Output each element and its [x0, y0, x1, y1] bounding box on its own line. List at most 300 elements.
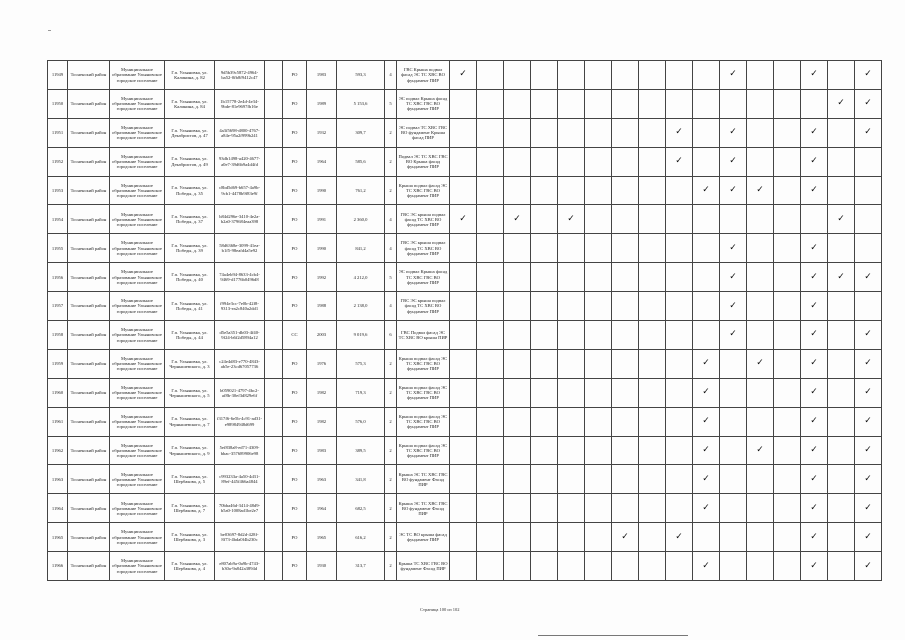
checkmark-cell — [828, 263, 855, 292]
year-cell: 1989 — [307, 89, 337, 118]
checkmark-icon: ✓ — [567, 213, 575, 224]
guid-cell: 9d5b39c5872-4964-ba52-0fb8f9412c47 — [215, 61, 265, 90]
guid-cell: 58d6368e-3099-41ea-b1f5-98eafd4a5e92 — [215, 234, 265, 263]
guid-cell: e807ab9a-0a9b-4743-b30a-9a842a3894d — [215, 552, 265, 581]
empty-cell — [450, 292, 477, 321]
empty-cell — [612, 147, 639, 176]
empty-cell — [774, 234, 801, 263]
empty-cell — [774, 378, 801, 407]
empty-cell — [265, 407, 283, 436]
guid-cell: c993233a-4a50-4d31-89ef-445f466a4844 — [215, 465, 265, 494]
empty-cell — [774, 147, 801, 176]
checkmark-cell — [855, 378, 882, 407]
ownership-form-cell: РО — [283, 147, 307, 176]
checkmark-icon: ✓ — [729, 127, 737, 138]
empty-cell — [585, 263, 612, 292]
empty-cell — [450, 349, 477, 378]
address-cell: Г.п. Ульяновка, ул. Чернышевского, д. 5 — [165, 378, 215, 407]
empty-cell — [612, 89, 639, 118]
empty-cell — [747, 61, 774, 90]
floors-cell: 2 — [385, 407, 397, 436]
row-number: 11955 — [48, 234, 68, 263]
empty-cell — [693, 205, 720, 234]
address-cell: Г.п. Ульяновка, ул. Победы, д. 39 — [165, 234, 215, 263]
checkmark-icon: ✓ — [729, 271, 737, 282]
year-cell: 1964 — [307, 494, 337, 523]
floors-cell: 4 — [385, 234, 397, 263]
empty-cell — [774, 89, 801, 118]
housing-register-table — [47, 60, 882, 581]
empty-cell — [531, 494, 558, 523]
table-row — [48, 89, 882, 118]
guid-cell: 70bba46d-3414-48d9-b5a0-1008ad1be2e7 — [215, 494, 265, 523]
owner-cell: Муниципальное образование Ульяновское городское поселение — [110, 205, 165, 234]
works-cell: ГВС Подвал фасад ЭС ТС ХВС ВО крыша ПИР — [397, 321, 450, 350]
empty-cell — [504, 465, 531, 494]
checkmark-icon: ✓ — [729, 185, 737, 195]
year-cell: 1982 — [307, 407, 337, 436]
empty-cell — [612, 205, 639, 234]
empty-cell — [666, 349, 693, 378]
empty-cell — [639, 89, 666, 118]
empty-cell — [774, 61, 801, 90]
row-number: 11962 — [48, 436, 68, 465]
empty-cell — [747, 205, 774, 234]
empty-cell — [504, 118, 531, 147]
checkmark-cell — [693, 407, 720, 436]
empty-cell — [585, 89, 612, 118]
floors-cell: 2 — [385, 465, 397, 494]
ownership-form-cell: РО — [283, 378, 307, 407]
empty-cell — [531, 465, 558, 494]
checkmark-icon: ✓ — [702, 502, 710, 513]
checkmark-cell — [801, 234, 828, 263]
year-cell: 1991 — [307, 205, 337, 234]
floors-cell: 5 — [385, 89, 397, 118]
empty-cell — [747, 234, 774, 263]
area-cell: 341,8 — [337, 465, 385, 494]
year-cell: 1963 — [307, 465, 337, 494]
empty-cell — [774, 494, 801, 523]
empty-cell — [504, 436, 531, 465]
checkmark-cell — [666, 147, 693, 176]
area-cell: 576,0 — [337, 407, 385, 436]
works-cell: ЭС ТС ВО крыша фасад фундамент ПИР — [397, 523, 450, 552]
empty-cell — [477, 465, 504, 494]
checkmark-icon: ✓ — [864, 127, 872, 138]
empty-cell — [450, 436, 477, 465]
empty-cell — [477, 118, 504, 147]
owner-cell: Муниципальное образование Ульяновское городское поселение — [110, 234, 165, 263]
checkmark-icon: ✓ — [459, 69, 467, 80]
empty-cell — [477, 147, 504, 176]
empty-cell — [504, 263, 531, 292]
guid-cell: 93db1498-a420-4677-a0e7-39d6b9a4d4fd — [215, 147, 265, 176]
checkmark-cell — [855, 263, 882, 292]
empty-cell — [828, 292, 855, 321]
checkmark-cell — [801, 378, 828, 407]
empty-cell — [612, 494, 639, 523]
year-cell: 1964 — [307, 147, 337, 176]
empty-cell — [450, 465, 477, 494]
row-number: 11964 — [48, 494, 68, 523]
empty-cell — [828, 349, 855, 378]
works-cell: Крыша подвал фасад ЭС ТС ХВС ГВС ВО фундамент ПИР — [397, 176, 450, 205]
floors-cell: 6 — [385, 321, 397, 350]
area-cell: 4 212,0 — [337, 263, 385, 292]
district-cell: Тосненский район — [68, 61, 110, 90]
checkmark-cell — [504, 205, 531, 234]
checkmark-cell — [855, 407, 882, 436]
empty-cell — [531, 118, 558, 147]
floors-cell: 2 — [385, 552, 397, 581]
checkmark-icon: ✓ — [729, 242, 737, 253]
checkmark-cell — [828, 205, 855, 234]
row-number: 11958 — [48, 321, 68, 350]
empty-cell — [666, 407, 693, 436]
empty-cell — [828, 378, 855, 407]
checkmark-cell — [828, 89, 855, 118]
owner-cell: Муниципальное образование Ульяновское городское поселение — [110, 436, 165, 465]
empty-cell — [774, 465, 801, 494]
empty-cell — [531, 378, 558, 407]
empty-cell — [747, 118, 774, 147]
empty-cell — [639, 292, 666, 321]
empty-cell — [693, 89, 720, 118]
empty-cell — [477, 89, 504, 118]
table-row — [48, 552, 882, 581]
checkmark-icon: ✓ — [810, 387, 818, 398]
empty-cell — [774, 407, 801, 436]
empty-cell — [774, 321, 801, 350]
checkmark-icon: ✓ — [864, 473, 872, 484]
area-cell: 585,6 — [337, 147, 385, 176]
empty-cell — [639, 61, 666, 90]
table-row — [48, 321, 882, 350]
row-number: 11957 — [48, 292, 68, 321]
empty-cell — [450, 378, 477, 407]
empty-cell — [265, 378, 283, 407]
empty-cell — [265, 465, 283, 494]
works-cell: ЭС подвал Крыша фасад ТС ХВС ГВС ВО фундамент ПИР — [397, 263, 450, 292]
year-cell: 1930 — [307, 552, 337, 581]
checkmark-cell — [612, 523, 639, 552]
empty-cell — [504, 494, 531, 523]
works-cell: ГВС ЭС крыша подвал фасад ТС ХВС ВО фундамент ПИР — [397, 292, 450, 321]
row-number: 11960 — [48, 378, 68, 407]
empty-cell — [828, 176, 855, 205]
empty-cell — [531, 147, 558, 176]
empty-cell — [693, 321, 720, 350]
checkmark-cell — [747, 349, 774, 378]
row-number: 11959 — [48, 349, 68, 378]
works-cell: Крыша подвал фасад ЭС ТС ХВС ГВС ВО фундамент ПИР — [397, 378, 450, 407]
ownership-form-cell: РО — [283, 494, 307, 523]
checkmark-icon: ✓ — [675, 156, 683, 167]
owner-cell: Муниципальное образование Ульяновское городское поселение — [110, 61, 165, 90]
ownership-form-cell: РО — [283, 465, 307, 494]
checkmark-cell — [720, 61, 747, 90]
empty-cell — [558, 407, 585, 436]
checkmark-cell — [693, 436, 720, 465]
checkmark-icon: ✓ — [729, 300, 737, 311]
guid-cell: 1b15778-2e4d-4e34-9bde-81e9697fb16e — [215, 89, 265, 118]
empty-cell — [774, 176, 801, 205]
empty-cell — [531, 436, 558, 465]
address-cell: Г.п. Ульяновка, ул. Калинина, д. 84 — [165, 89, 215, 118]
table-row — [48, 436, 882, 465]
checkmark-cell — [801, 436, 828, 465]
checkmark-cell — [801, 552, 828, 581]
empty-cell — [639, 436, 666, 465]
district-cell: Тосненский район — [68, 292, 110, 321]
checkmark-cell — [720, 292, 747, 321]
guid-cell: c8bd5d69-b657-4a9b-9cb1-4478b9f83e9f — [215, 176, 265, 205]
owner-cell: Муниципальное образование Ульяновское городское поселение — [110, 494, 165, 523]
checkmark-icon: ✓ — [810, 416, 818, 427]
row-number: 11950 — [48, 89, 68, 118]
owner-cell: Муниципальное образование Ульяновское городское поселение — [110, 263, 165, 292]
empty-cell — [265, 205, 283, 234]
area-cell: 719,3 — [337, 378, 385, 407]
row-number: 11963 — [48, 465, 68, 494]
checkmark-cell — [801, 407, 828, 436]
empty-cell — [504, 349, 531, 378]
empty-cell — [774, 118, 801, 147]
table-row — [48, 234, 882, 263]
checkmark-icon: ✓ — [810, 560, 818, 571]
checkmark-cell — [855, 465, 882, 494]
checkmark-icon: ✓ — [810, 531, 818, 542]
works-cell: Крыша подвал фасад ЭС ТС ХВС ГВС ВО фундамент ПИР — [397, 436, 450, 465]
area-cell: 575,3 — [337, 349, 385, 378]
empty-cell — [612, 436, 639, 465]
empty-cell — [531, 263, 558, 292]
empty-cell — [477, 378, 504, 407]
owner-cell: Муниципальное образование Ульяновское городское поселение — [110, 292, 165, 321]
works-cell: ГВС ЭС крыша подвал фасад ТС ХВС ВО фундамент ПИР — [397, 205, 450, 234]
owner-cell: Муниципальное образование Ульяновское городское поселение — [110, 118, 165, 147]
checkmark-cell — [666, 523, 693, 552]
empty-cell — [504, 407, 531, 436]
empty-cell — [720, 465, 747, 494]
checkmark-cell — [720, 176, 747, 205]
guid-cell: 5ef838a8-ed71-4309-bbac-357689906e98 — [215, 436, 265, 465]
checkmark-icon: ✓ — [756, 185, 764, 195]
empty-cell — [558, 465, 585, 494]
table-row — [48, 465, 882, 494]
checkmark-cell — [720, 263, 747, 292]
area-cell: 2 360,0 — [337, 205, 385, 234]
table-row — [48, 378, 882, 407]
checkmark-icon: ✓ — [729, 329, 737, 340]
checkmark-cell — [720, 321, 747, 350]
guid-cell: 74a4eb94-8633-4cb4-9469-d1776b0496d8 — [215, 263, 265, 292]
empty-cell — [666, 292, 693, 321]
district-cell: Тосненский район — [68, 407, 110, 436]
empty-cell — [612, 407, 639, 436]
address-cell: Г.п. Ульяновка, ул. Шербакова, д. 3 — [165, 523, 215, 552]
checkmark-cell — [801, 176, 828, 205]
empty-cell — [558, 89, 585, 118]
empty-cell — [265, 61, 283, 90]
empty-cell — [639, 205, 666, 234]
floors-cell: 2 — [385, 118, 397, 147]
checkmark-icon: ✓ — [459, 213, 467, 224]
empty-cell — [531, 176, 558, 205]
area-cell: 616,2 — [337, 523, 385, 552]
checkmark-icon: ✓ — [810, 329, 818, 340]
empty-cell — [585, 378, 612, 407]
table-row — [48, 205, 882, 234]
empty-cell — [558, 436, 585, 465]
checkmark-icon: ✓ — [864, 560, 872, 571]
district-cell: Тосненский район — [68, 378, 110, 407]
floors-cell: 4 — [385, 292, 397, 321]
district-cell: Тосненский район — [68, 494, 110, 523]
empty-cell — [531, 523, 558, 552]
year-cell: 2003 — [307, 321, 337, 350]
empty-cell — [666, 61, 693, 90]
district-cell: Тосненский район — [68, 349, 110, 378]
checkmark-cell — [693, 378, 720, 407]
works-cell: Крыша ТС ХВС ГВС ВО фундамент Фасад ПИР — [397, 552, 450, 581]
checkmark-cell — [801, 61, 828, 90]
empty-cell — [477, 234, 504, 263]
empty-cell — [558, 176, 585, 205]
empty-cell — [504, 292, 531, 321]
empty-cell — [639, 118, 666, 147]
area-cell: 313,7 — [337, 552, 385, 581]
empty-cell — [450, 321, 477, 350]
owner-cell: Муниципальное образование Ульяновское городское поселение — [110, 176, 165, 205]
row-number: 11953 — [48, 176, 68, 205]
empty-cell — [747, 292, 774, 321]
empty-cell — [666, 205, 693, 234]
ownership-form-cell: РО — [283, 552, 307, 581]
checkmark-cell — [801, 465, 828, 494]
row-number: 11956 — [48, 263, 68, 292]
empty-cell — [531, 89, 558, 118]
empty-cell — [477, 407, 504, 436]
owner-cell: Муниципальное образование Ульяновское городское поселение — [110, 552, 165, 581]
empty-cell — [828, 523, 855, 552]
owner-cell: Муниципальное образование Ульяновское городское поселение — [110, 465, 165, 494]
year-cell: 1983 — [307, 436, 337, 465]
empty-cell — [558, 147, 585, 176]
empty-cell — [558, 523, 585, 552]
table-row — [48, 349, 882, 378]
checkmark-icon: ✓ — [702, 445, 710, 456]
ownership-form-cell: РО — [283, 205, 307, 234]
empty-cell — [504, 552, 531, 581]
empty-cell — [265, 176, 283, 205]
address-cell: Г.п. Ульяновка, ул. Шербакова, д. 5 — [165, 465, 215, 494]
ownership-form-cell: РО — [283, 523, 307, 552]
checkmark-cell — [855, 436, 882, 465]
empty-cell — [504, 61, 531, 90]
page-number: Страница 100 из 102 — [420, 607, 460, 612]
checkmark-cell — [693, 349, 720, 378]
empty-cell — [747, 407, 774, 436]
empty-cell — [585, 552, 612, 581]
empty-cell — [693, 263, 720, 292]
empty-cell — [855, 176, 882, 205]
checkmark-icon: ✓ — [864, 271, 872, 282]
empty-cell — [720, 378, 747, 407]
empty-cell — [585, 205, 612, 234]
empty-cell — [477, 61, 504, 90]
works-cell: Крыша подвал фасад ЭС ТС ХВС ГВС ВО фундамент ПИР — [397, 407, 450, 436]
empty-cell — [666, 465, 693, 494]
district-cell: Тосненский район — [68, 321, 110, 350]
empty-cell — [747, 523, 774, 552]
empty-cell — [639, 263, 666, 292]
owner-cell: Муниципальное образование Ульяновское городское поселение — [110, 523, 165, 552]
guid-cell: be03697-8d2d-428f-8f73-4bda0f4b230c — [215, 523, 265, 552]
floors-cell: 4 — [385, 61, 397, 90]
empty-cell — [504, 234, 531, 263]
checkmark-icon: ✓ — [675, 531, 683, 542]
checkmark-cell — [801, 321, 828, 350]
owner-cell: Муниципальное образование Ульяновское городское поселение — [110, 378, 165, 407]
empty-cell — [265, 292, 283, 321]
empty-cell — [612, 61, 639, 90]
guid-cell: c24e4d83-e770-4843-ab5e-23cd67057736 — [215, 349, 265, 378]
empty-cell — [585, 176, 612, 205]
checkmark-cell — [450, 61, 477, 90]
ownership-form-cell: РО — [283, 263, 307, 292]
works-cell: ГВС Крыша подвал фасад ЭС ТС ХВС ВО фундамент ПИР — [397, 61, 450, 90]
ownership-form-cell: РО — [283, 176, 307, 205]
empty-cell — [477, 263, 504, 292]
empty-cell — [585, 494, 612, 523]
empty-cell — [828, 436, 855, 465]
empty-cell — [612, 321, 639, 350]
table-row — [48, 61, 882, 90]
area-cell: 593,3 — [337, 61, 385, 90]
floors-cell: 2 — [385, 349, 397, 378]
checkmark-icon: ✓ — [864, 502, 872, 513]
owner-cell: Муниципальное образование Ульяновское городское поселение — [110, 89, 165, 118]
guid-cell: d5e5a351-db03-4f40-9f24-b6f2d5894a12 — [215, 321, 265, 350]
checkmark-cell — [720, 118, 747, 147]
empty-cell — [666, 552, 693, 581]
floors-cell: 5 — [385, 263, 397, 292]
district-cell: Тосненский район — [68, 263, 110, 292]
empty-cell — [450, 523, 477, 552]
checkmark-cell — [855, 118, 882, 147]
ownership-form-cell: РО — [283, 292, 307, 321]
empty-cell — [477, 176, 504, 205]
empty-cell — [477, 552, 504, 581]
area-cell: 389,5 — [337, 436, 385, 465]
area-cell: 9 019,6 — [337, 321, 385, 350]
checkmark-cell — [720, 234, 747, 263]
checkmark-icon: ✓ — [702, 358, 710, 369]
empty-cell — [828, 552, 855, 581]
empty-cell — [450, 263, 477, 292]
empty-cell — [855, 205, 882, 234]
guid-cell: b059021-4797-4bc2-af8b-30ef3d829e6f — [215, 378, 265, 407]
empty-cell — [774, 292, 801, 321]
owner-cell: Муниципальное образование Ульяновское городское поселение — [110, 321, 165, 350]
empty-cell — [828, 407, 855, 436]
floors-cell: 2 — [385, 523, 397, 552]
area-cell: 2 138,0 — [337, 292, 385, 321]
empty-cell — [450, 407, 477, 436]
table-row — [48, 494, 882, 523]
